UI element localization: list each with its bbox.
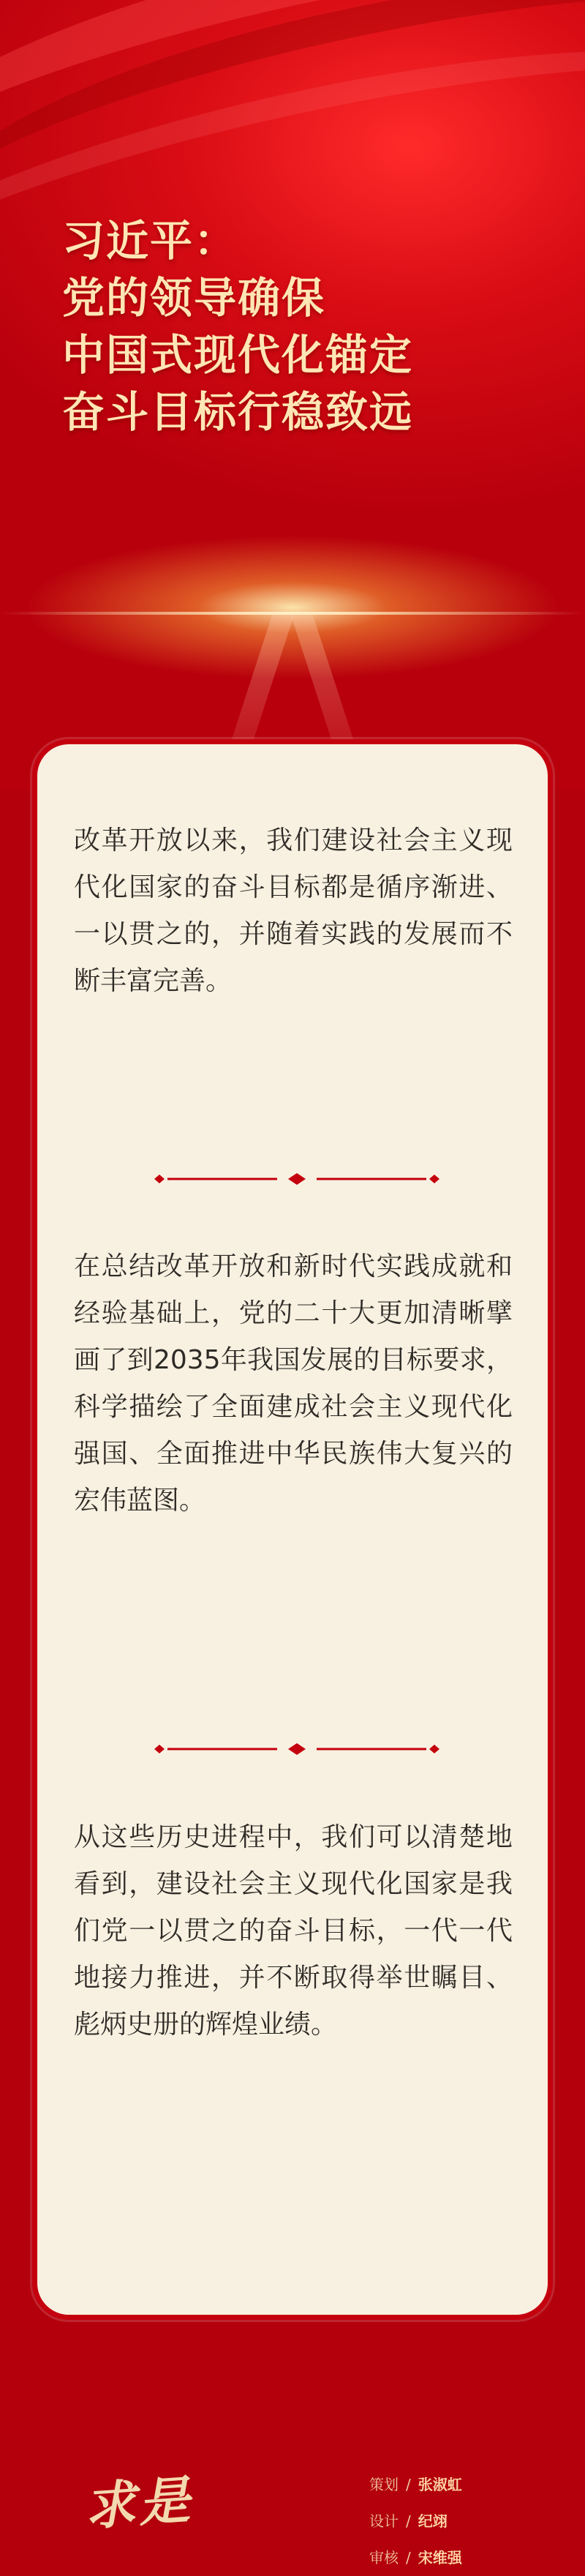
credit-role: 策划	[369, 2476, 399, 2493]
credit-name: 张淑虹	[418, 2476, 462, 2493]
credit-name: 纪翊	[418, 2512, 448, 2530]
ornament-divider	[154, 1743, 439, 1755]
quote-paragraph: 从这些历史进程中，我们可以清楚地看到，建设社会主义现代化国家是我们党一以贯之的奋斗目标，一代一代地接力推进，并不断取得举世瞩目、彪炳史册的辉煌业绩。	[74, 1822, 513, 2040]
ornament-divider	[154, 1173, 439, 1185]
quote-card	[32, 739, 553, 2320]
quote-paragraph: 在总结改革开放和新时代实践成就和经验基础上，党的二十大更加清晰擘画了到2035年我国发展的目标要求，科学描绘了全面建成社会主义现代化强国、全面推进中华民族伟大复兴的宏伟蓝图。	[74, 1251, 513, 1516]
header-banner	[0, 0, 585, 790]
footer	[0, 2320, 585, 2564]
title-line: 中国式现代化锚定	[62, 330, 414, 380]
title-line: 奋斗目标行稳致远	[62, 387, 414, 437]
title-line: 党的领导确保	[62, 273, 326, 323]
credits-list	[369, 2466, 462, 2576]
qiushi-logo: 求是	[82, 2468, 195, 2538]
title-line: 习近平：	[62, 216, 238, 266]
credit-separator: /	[406, 2512, 411, 2530]
credit-separator: /	[406, 2476, 411, 2493]
credit-name: 宋维强	[418, 2549, 462, 2566]
credit-planning	[369, 2466, 462, 2503]
credit-review	[369, 2539, 462, 2576]
credit-design	[369, 2503, 462, 2539]
quote-paragraph: 改革开放以来，我们建设社会主义现代化国家的奋斗目标都是循序渐进、一以贯之的，并随着实践的发展而不断丰富完善。	[74, 825, 513, 996]
horizon-glow	[0, 612, 585, 615]
credit-separator: /	[406, 2549, 411, 2566]
credit-role: 审核	[369, 2549, 399, 2566]
credit-role: 设计	[369, 2512, 399, 2530]
page-title	[62, 212, 413, 441]
